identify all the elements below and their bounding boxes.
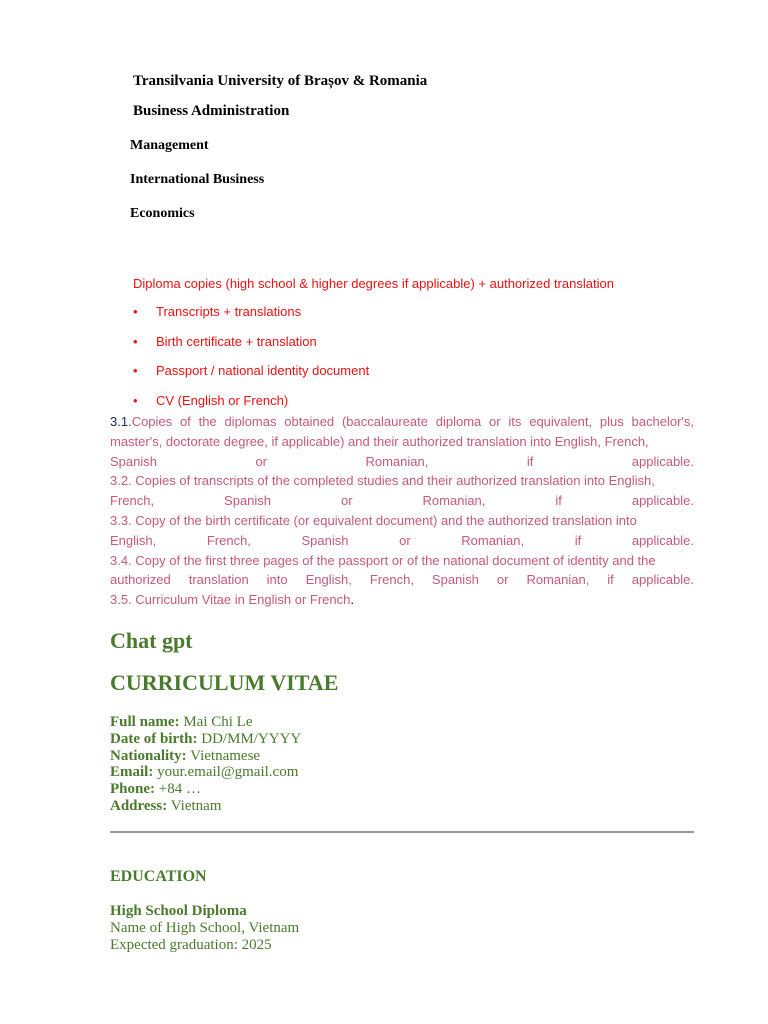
detail-word: or xyxy=(341,493,353,509)
detail-line xyxy=(110,570,694,590)
field-label: Phone: xyxy=(110,781,155,798)
education-school: Name of High School, Vietnam xyxy=(110,919,300,936)
chat-heading: Chat gpt xyxy=(110,628,193,653)
field-value: Vietnamese xyxy=(190,747,261,764)
detail-word: Romanian, xyxy=(461,532,525,548)
detail-word: if xyxy=(607,572,614,588)
detail-line xyxy=(110,412,694,432)
detail-line xyxy=(110,511,694,531)
detail-word: applicable. xyxy=(631,453,694,469)
detail-word: Romanian, xyxy=(526,572,590,588)
detail-word: applicable. xyxy=(631,532,694,548)
detail-prefix: 3.1. xyxy=(110,414,132,429)
field-value: Mai Chi Le xyxy=(183,714,253,730)
detail-word: applicable. xyxy=(631,572,694,588)
requirements-details xyxy=(110,412,694,610)
education-graduation: Expected graduation: 2025 xyxy=(110,936,272,953)
detail-word: Romanian, xyxy=(365,453,429,469)
education-title: EDUCATION xyxy=(110,868,207,885)
field-label: Full name: xyxy=(110,714,180,730)
list-item xyxy=(133,334,369,364)
field-value: Vietnam xyxy=(170,797,222,814)
detail-word: English, xyxy=(305,572,352,588)
detail-word: Spanish xyxy=(224,493,272,509)
university-name: Transilvania University of Brașov & Romania xyxy=(133,73,428,89)
detail-word: if xyxy=(555,493,562,509)
detail-word: Romanian, xyxy=(422,493,486,509)
requirements-list xyxy=(133,304,369,422)
bullet-icon: • xyxy=(133,304,138,319)
detail-word: 3.2. Copies of transcripts of the completed studies and their authorized translation into English, xyxy=(110,473,655,489)
detail-tail: . xyxy=(350,592,354,608)
detail-word: 3.3. Copy of the birth certificate (or equivalent document) and the authorized translation into xyxy=(110,512,637,528)
detail-word: if xyxy=(526,453,534,469)
detail-word: or xyxy=(255,453,268,469)
program-international-business: International Business xyxy=(130,172,265,187)
bullet-icon: • xyxy=(133,363,138,378)
program-economics: Economics xyxy=(130,206,195,221)
field-value: +84 … xyxy=(158,781,201,798)
cv-title: CURRICULUM VITAE xyxy=(110,670,339,695)
detail-word: or xyxy=(496,572,509,588)
detail-word: 3.4. Copy of the first three pages of the passport or of the national document of identity and the xyxy=(110,552,656,568)
info-row-address xyxy=(110,798,301,815)
detail-text: Copies of the diplomas obtained (baccalaureate diploma or its equivalent, plus bachelor's, xyxy=(131,414,694,429)
detail-word: French, xyxy=(110,493,155,509)
detail-line xyxy=(110,590,694,610)
detail-line xyxy=(110,432,694,452)
info-row-phone xyxy=(110,781,301,798)
field-label: Nationality: xyxy=(110,747,187,764)
detail-word: translation xyxy=(188,572,249,588)
detail-text: 3.5. Curriculum Vitae in English or French xyxy=(110,592,351,608)
detail-word: French, xyxy=(369,572,414,588)
education-degree: High School Diploma xyxy=(110,903,247,919)
field-value: your.email@gmail.com xyxy=(157,764,299,781)
requirement-text: CV (English or French) xyxy=(156,392,289,408)
detail-word: master's, doctorate degree, if applicable) and their authorized translation into English, French, xyxy=(110,433,649,449)
personal-info xyxy=(110,714,301,815)
list-item xyxy=(133,363,369,393)
faculty-name: Business Administration xyxy=(133,103,290,119)
bullet-icon: • xyxy=(133,392,138,408)
detail-line xyxy=(110,531,694,551)
detail-word: Spanish xyxy=(431,572,479,588)
detail-word: if xyxy=(574,532,582,548)
detail-word: English, xyxy=(110,532,157,548)
detail-word: Spanish xyxy=(301,532,349,548)
requirement-text: Birth certificate + translation xyxy=(156,333,317,349)
field-label: Email: xyxy=(110,764,154,781)
field-label: Address: xyxy=(110,797,168,814)
requirement-text: Passport / national identity document xyxy=(156,363,370,378)
detail-line xyxy=(110,471,694,491)
detail-word: authorized xyxy=(110,572,171,588)
bullet-icon: • xyxy=(133,333,138,349)
info-row-email xyxy=(110,764,301,781)
info-row-full-name xyxy=(110,714,301,731)
detail-word: French, xyxy=(206,532,251,548)
requirement-text: Transcripts + translations xyxy=(156,304,302,319)
field-label: Date of birth: xyxy=(110,730,198,747)
list-item xyxy=(133,304,369,334)
program-management: Management xyxy=(130,138,209,153)
info-row-date-of-birth xyxy=(110,731,301,748)
field-value: DD/MM/YYYY xyxy=(201,730,302,747)
detail-word: into xyxy=(266,572,288,588)
detail-line xyxy=(110,491,694,511)
detail-line xyxy=(110,551,694,571)
detail-word: Spanish xyxy=(110,453,157,469)
detail-word: applicable. xyxy=(631,493,694,509)
education-entry xyxy=(110,903,299,953)
detail-line xyxy=(110,452,694,472)
section-divider xyxy=(110,831,694,833)
detail-word: or xyxy=(399,532,411,548)
info-row-nationality xyxy=(110,748,301,765)
requirements-heading: Diploma copies (high school & higher degrees if applicable) + authorized translation xyxy=(133,276,614,291)
